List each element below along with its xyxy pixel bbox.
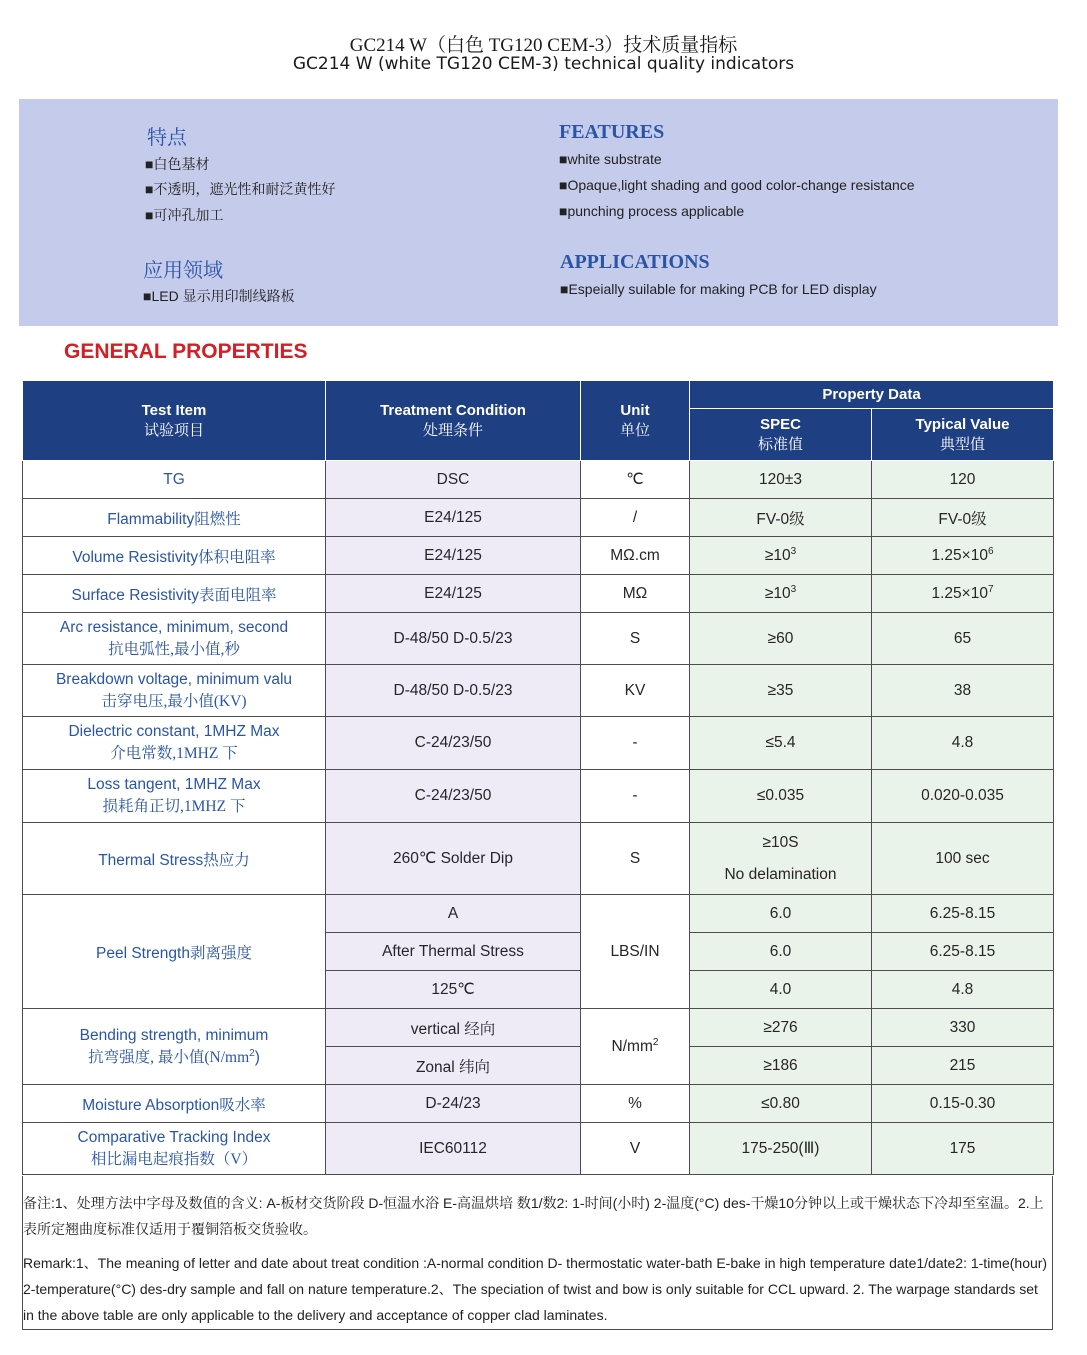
row-item: Thermal Stress热应力 [23, 823, 326, 895]
row-spec: ≤5.4 [690, 717, 872, 770]
row-item: Volume Resistivity体积电阻率 [23, 537, 326, 575]
row-spec: ≥276 [690, 1009, 872, 1047]
applications-heading-cn: 应用领域 [143, 260, 223, 282]
row-spec: $\ge 10^3$ [690, 575, 872, 613]
row-condition: D-48/50 D-0.5/23 [326, 613, 581, 665]
table-row [23, 613, 1054, 665]
row-typical: 6.25-8.15 [872, 933, 1054, 971]
feature-en-item: ■white substrate [559, 151, 662, 167]
row-spec: FV-0级 [690, 499, 872, 537]
row-item: Dielectric constant, 1MHZ Max 介电常数,1MHZ 下 [23, 717, 326, 770]
table-row [23, 461, 1054, 499]
row-unit: V [581, 1123, 690, 1175]
application-cn-item: ■LED 显示用印制线路板 [143, 288, 295, 304]
row-condition: D-48/50 D-0.5/23 [326, 665, 581, 717]
row-spec: ≥186 [690, 1047, 872, 1085]
features-heading-cn: 特点 [147, 127, 187, 149]
row-unit: S [581, 823, 690, 895]
row-unit: MΩ.cm [581, 537, 690, 575]
feature-en-item: ■Opaque,light shading and good color-change resistance [559, 177, 915, 193]
header-unit: Unit 单位 [581, 381, 690, 461]
row-condition: A [326, 895, 581, 933]
applications-heading-en: APPLICATIONS [560, 251, 710, 273]
row-typical: 215 [872, 1047, 1054, 1085]
row-unit: - [581, 770, 690, 823]
row-spec: 175-250(Ⅲ) [690, 1123, 872, 1175]
row-spec: 120±3 [690, 461, 872, 499]
note-english: Remark:1、The meaning of letter and date about treat condition :A-normal condition D- thermostatic water-bath E-bake in high temperature date1/date2: 1-time(hour) 2-temperature(°C) des-dry sample and fall on nature temperature.2、The speciation of twist and bow is only suitable for CCL upward. 2. The warpage standards set in the above table are only applicable to the delivery and acceptance of copper clad laminates. [23, 1255, 1048, 1323]
features-panel [19, 99, 1058, 326]
row-item: Comparative Tracking Index 相比漏电起痕指数（V） [23, 1123, 326, 1175]
feature-cn-item: ■白色基材 [145, 156, 210, 172]
row-unit: S [581, 613, 690, 665]
table-row [23, 895, 1054, 933]
row-spec: ≥60 [690, 613, 872, 665]
row-typical: 0.020-0.035 [872, 770, 1054, 823]
row-item: Surface Resistivity表面电阻率 [23, 575, 326, 613]
row-spec: ≤0.035 [690, 770, 872, 823]
row-item: Moisture Absorption吸水率 [23, 1085, 326, 1123]
row-item: Flammability阻燃性 [23, 499, 326, 537]
header-property-data: Property Data [690, 381, 1054, 409]
row-spec: $\ge 10^3$ [690, 537, 872, 575]
application-en-item: ■Espeially suilable for making PCB for LED display [560, 281, 877, 297]
row-unit: % [581, 1085, 690, 1123]
header-test-item: Test Item 试验项目 [23, 381, 326, 461]
row-item: Peel Strength剥离强度 [23, 895, 326, 1009]
row-condition: C-24/23/50 [326, 717, 581, 770]
row-typical: 330 [872, 1009, 1054, 1047]
row-condition: C-24/23/50 [326, 770, 581, 823]
row-condition: E24/125 [326, 537, 581, 575]
notes-box [22, 1176, 1053, 1330]
row-typical: 4.8 [872, 717, 1054, 770]
row-unit: MΩ [581, 575, 690, 613]
row-typical: $1.25\times 10^7$ [872, 575, 1054, 613]
feature-cn-item: ■不透明，遮光性和耐泛黄性好 [145, 181, 336, 197]
row-condition: E24/125 [326, 499, 581, 537]
row-spec: 6.0 [690, 933, 872, 971]
row-spec: ≤0.80 [690, 1085, 872, 1123]
row-spec: ≥35 [690, 665, 872, 717]
header-spec: SPEC 标准值 [690, 409, 872, 461]
table-row [23, 823, 1054, 895]
row-unit: LBS/IN [581, 895, 690, 1009]
row-item: TG [23, 461, 326, 499]
row-condition: After Thermal Stress [326, 933, 581, 971]
title-english: GC214 W (white TG120 CEM-3) technical quality indicators [292, 54, 795, 74]
table-row [23, 1009, 1054, 1047]
table-row [23, 499, 1054, 537]
row-typical: 38 [872, 665, 1054, 717]
row-condition: E24/125 [326, 575, 581, 613]
properties-table [22, 380, 1054, 1175]
row-unit: KV [581, 665, 690, 717]
row-typical: $1.25\times 10^6$ [872, 537, 1054, 575]
table-row [23, 717, 1054, 770]
row-condition: 260℃ Solder Dip [326, 823, 581, 895]
row-condition: 125℃ [326, 971, 581, 1009]
row-typical: 120 [872, 461, 1054, 499]
table-header-row [23, 381, 1054, 409]
row-typical: 0.15-0.30 [872, 1085, 1054, 1123]
note-chinese: 备注:1、处理方法中字母及数值的含义: A-板材交货阶段 D-恒温水浴 E-高温烘培 数1/数2: 1-时间(小时) 2-温度(°C) des-干燥10分钟以上或干燥状态下冷却至室温。2.上表所定翘曲度标准仅适用于覆铜箔板交货验收。 [23, 1195, 1044, 1237]
row-typical: 4.8 [872, 971, 1054, 1009]
features-heading-en: FEATURES [559, 121, 665, 143]
row-typical: FV-0级 [872, 499, 1054, 537]
row-typical: 100 sec [872, 823, 1054, 895]
row-spec: ≥10S No delamination [690, 823, 872, 895]
table-row [23, 575, 1054, 613]
row-condition: vertical 经向 [326, 1009, 581, 1047]
table-row [23, 770, 1054, 823]
table-row [23, 1123, 1054, 1175]
row-typical: 175 [872, 1123, 1054, 1175]
row-condition: D-24/23 [326, 1085, 581, 1123]
header-typical: Typical Value 典型值 [872, 409, 1054, 461]
row-unit: ℃ [581, 461, 690, 499]
row-unit: $N/mm^2$ [581, 1009, 690, 1085]
row-condition: Zonal 纬向 [326, 1047, 581, 1085]
row-spec: 6.0 [690, 895, 872, 933]
row-typical: 65 [872, 613, 1054, 665]
row-item: Arc resistance, minimum, second 抗电弧性,最小值,秒 [23, 613, 326, 665]
row-condition: DSC [326, 461, 581, 499]
row-item: Breakdown voltage, minimum valu 击穿电压,最小值(KV) [23, 665, 326, 717]
feature-en-item: ■punching process applicable [559, 203, 745, 219]
row-typical: 6.25-8.15 [872, 895, 1054, 933]
row-unit: - [581, 717, 690, 770]
row-item: Bending strength, minimum 抗弯强度, 最小值$(N/mm^2)$ [23, 1009, 326, 1085]
title-chinese: GC214 W（白色 TG120 CEM-3）技术质量指标 [349, 35, 738, 56]
section-title: GENERAL PROPERTIES [64, 340, 308, 363]
row-item: Loss tangent, 1MHZ Max 损耗角正切,1MHZ 下 [23, 770, 326, 823]
row-unit: / [581, 499, 690, 537]
table-row [23, 1085, 1054, 1123]
row-spec: 4.0 [690, 971, 872, 1009]
table-row [23, 665, 1054, 717]
header-treatment: Treatment Condition 处理条件 [326, 381, 581, 461]
feature-cn-item: ■可冲孔加工 [145, 207, 224, 223]
table-row [23, 537, 1054, 575]
row-condition: IEC60112 [326, 1123, 581, 1175]
